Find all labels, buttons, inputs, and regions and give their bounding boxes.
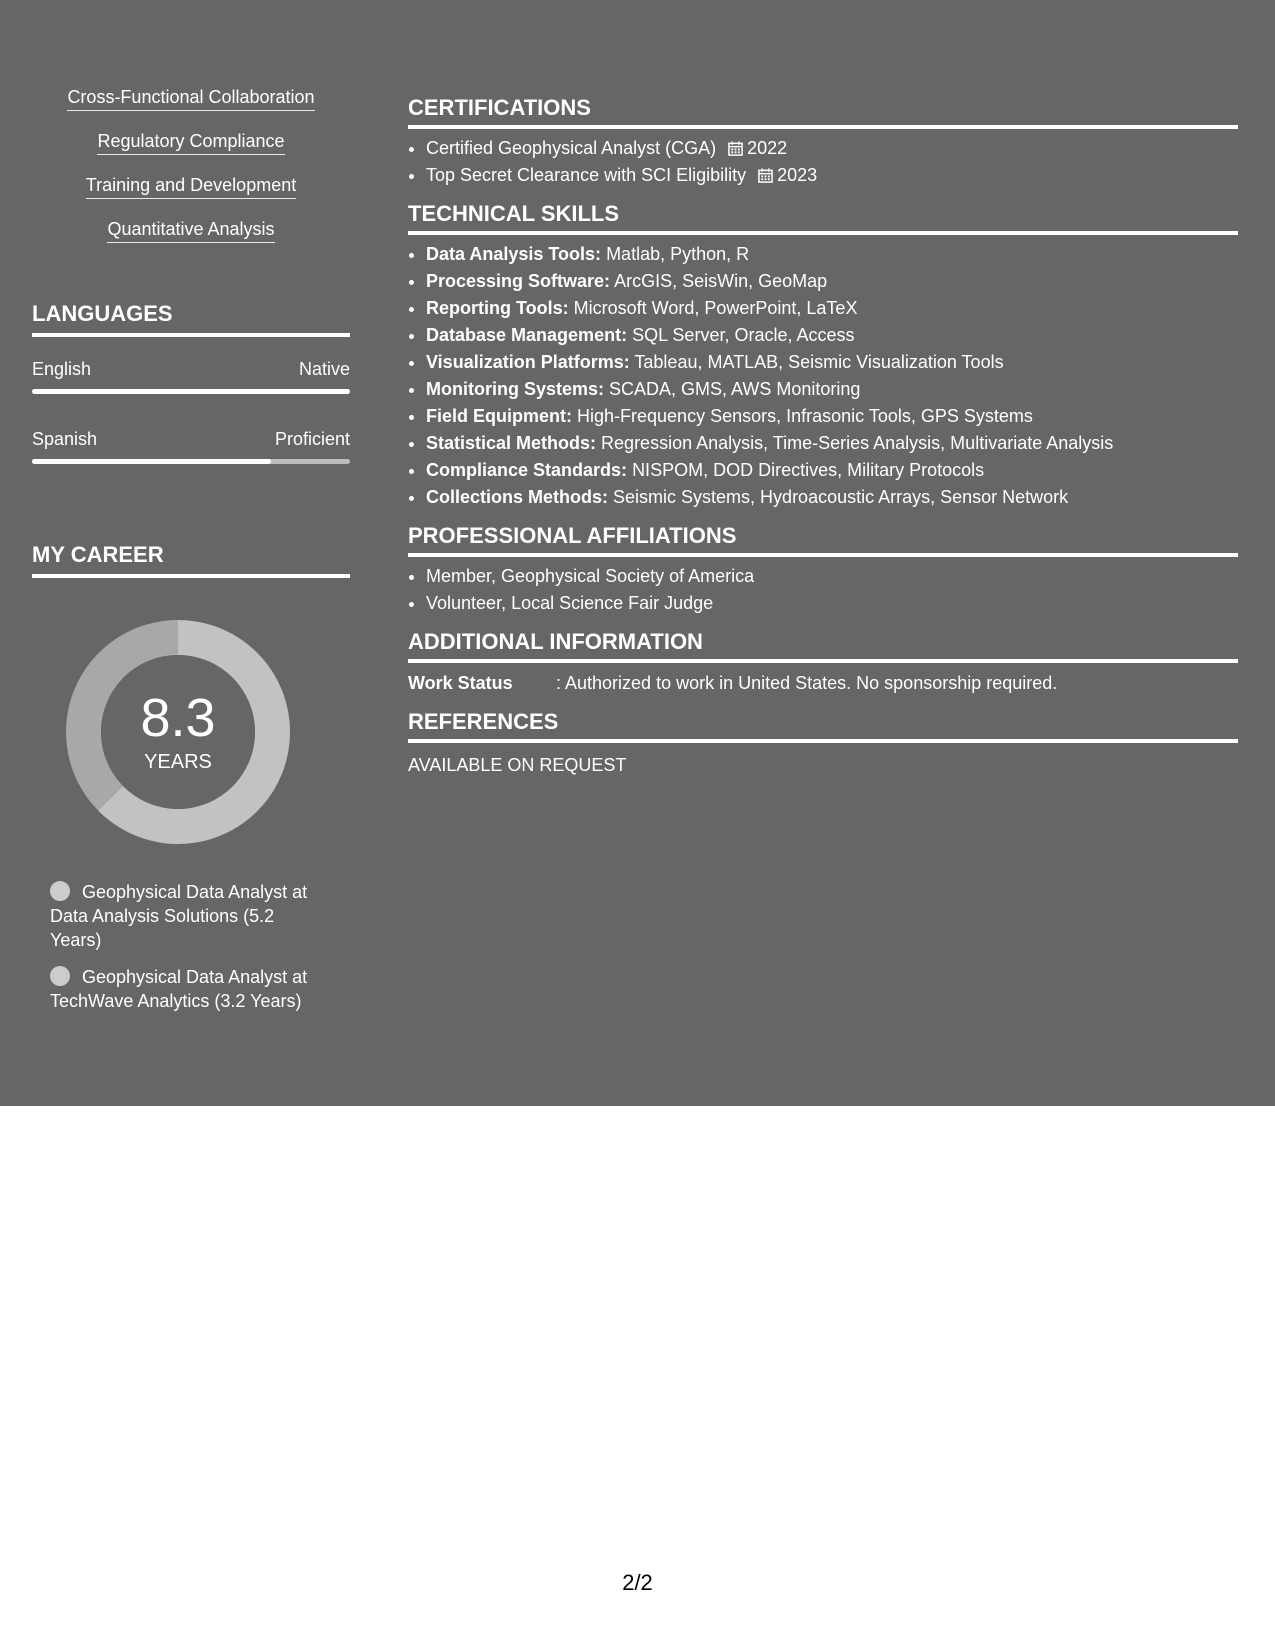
language-proficiency-bar	[32, 459, 350, 464]
skill-value: Tableau, MATLAB, Seismic Visualization Tools	[634, 352, 1004, 372]
affiliations-section	[408, 523, 1238, 617]
skill-tags	[32, 86, 350, 262]
technical-skill-item	[426, 403, 1238, 430]
technical-skill-item	[426, 322, 1238, 349]
skill-tag: Regulatory Compliance	[97, 130, 284, 155]
work-status-row	[408, 671, 1238, 697]
additional-info-section	[408, 629, 1238, 697]
technical-skill-item	[426, 430, 1238, 457]
language-proficiency-fill	[32, 389, 350, 394]
career-section	[32, 542, 350, 1011]
technical-skill-item	[426, 484, 1238, 511]
work-status-label: Work Status	[408, 673, 513, 693]
affiliation-item: • Volunteer, Local Science Fair Judge	[426, 590, 1238, 617]
certification-item	[426, 135, 1238, 162]
technical-skills-list	[408, 241, 1238, 511]
right-column	[408, 95, 1238, 777]
calendar-icon	[758, 168, 773, 183]
calendar-icon	[728, 141, 743, 156]
skill-label: Reporting Tools:	[426, 298, 569, 318]
career-legend	[50, 880, 320, 1026]
career-donut-chart	[66, 620, 290, 844]
technical-skills-title: TECHNICAL SKILLS	[408, 201, 1238, 235]
career-legend-text: Geophysical Data Analyst at TechWave Analytics (3.2 Years)	[50, 967, 308, 1011]
technical-skill-item	[426, 376, 1238, 403]
skill-label: Visualization Platforms:	[426, 352, 630, 372]
language-level: Proficient	[274, 429, 350, 449]
technical-skill-item	[426, 349, 1238, 376]
skill-label: Processing Software:	[426, 271, 611, 291]
career-title: MY CAREER	[32, 542, 350, 578]
skill-tag: Quantitative Analysis	[107, 218, 274, 243]
language-row	[32, 337, 350, 407]
language-level: Native	[298, 359, 350, 379]
skill-value: SCADA, GMS, AWS Monitoring	[609, 379, 861, 399]
references-text: AVAILABLE ON REQUEST	[408, 755, 627, 775]
career-legend-text: Geophysical Data Analyst at Data Analysis Solutions (5.2 Years)	[50, 882, 308, 950]
certification-name: Top Secret Clearance with SCI Eligibility	[426, 165, 747, 185]
legend-dot-icon	[50, 881, 70, 901]
skill-label: Data Analysis Tools:	[426, 244, 602, 264]
affiliations-list	[408, 563, 1238, 617]
career-total-years: 8.3	[140, 688, 216, 748]
skill-label: Statistical Methods:	[426, 433, 597, 453]
certification-name: Certified Geophysical Analyst (CGA)	[426, 138, 717, 158]
skill-value: ArcGIS, SeisWin, GeoMap	[614, 271, 828, 291]
skill-label: Monitoring Systems:	[426, 379, 605, 399]
certifications-title: CERTIFICATIONS	[408, 95, 1238, 129]
languages-section	[32, 301, 350, 477]
legend-dot-icon	[50, 966, 70, 986]
donut-center	[66, 620, 290, 844]
technical-skill-item	[426, 295, 1238, 322]
skill-value: Microsoft Word, PowerPoint, LaTeX	[573, 298, 858, 318]
language-name: Spanish	[32, 429, 98, 449]
languages-title: LANGUAGES	[32, 301, 350, 337]
skill-label: Collections Methods:	[426, 487, 609, 507]
career-legend-item	[50, 965, 320, 1013]
certifications-list	[408, 135, 1238, 189]
additional-info-title: ADDITIONAL INFORMATION	[408, 629, 1238, 663]
certification-year: 2023	[777, 165, 818, 185]
technical-skill-item	[426, 457, 1238, 484]
work-status-value: : Authorized to work in United States. No sponsorship required.	[556, 673, 1058, 693]
certifications-section	[408, 95, 1238, 189]
career-total-unit: YEARS	[144, 751, 212, 773]
technical-skills-section	[408, 201, 1238, 511]
certification-item	[426, 162, 1238, 189]
skill-tag: Cross-Functional Collaboration	[67, 86, 314, 111]
skill-label: Compliance Standards:	[426, 460, 628, 480]
skill-value: Seismic Systems, Hydroacoustic Arrays, Sensor Network	[613, 487, 1069, 507]
language-row	[32, 407, 350, 477]
skill-value: NISPOM, DOD Directives, Military Protocols	[632, 460, 985, 480]
skill-value: Matlab, Python, R	[606, 244, 750, 264]
skill-tag: Training and Development	[86, 174, 296, 199]
certification-year: 2022	[747, 138, 788, 158]
skill-value: High-Frequency Sensors, Infrasonic Tools, GPS Systems	[577, 406, 1033, 426]
language-proficiency-bar	[32, 389, 350, 394]
skill-label: Database Management:	[426, 325, 628, 345]
skill-value: Regression Analysis, Time-Series Analysis, Multivariate Analysis	[601, 433, 1114, 453]
language-name: English	[32, 359, 92, 379]
references-section	[408, 709, 1238, 777]
page-number: 2/2	[622, 1570, 653, 1595]
affiliation-item: • Member, Geophysical Society of America	[426, 563, 1238, 590]
affiliations-title: PROFESSIONAL AFFILIATIONS	[408, 523, 1238, 557]
career-legend-item	[50, 880, 320, 952]
references-title: REFERENCES	[408, 709, 1238, 743]
language-proficiency-fill	[32, 459, 271, 464]
technical-skill-item	[426, 241, 1238, 268]
skill-label: Field Equipment:	[426, 406, 572, 426]
skill-value: SQL Server, Oracle, Access	[632, 325, 855, 345]
technical-skill-item	[426, 268, 1238, 295]
